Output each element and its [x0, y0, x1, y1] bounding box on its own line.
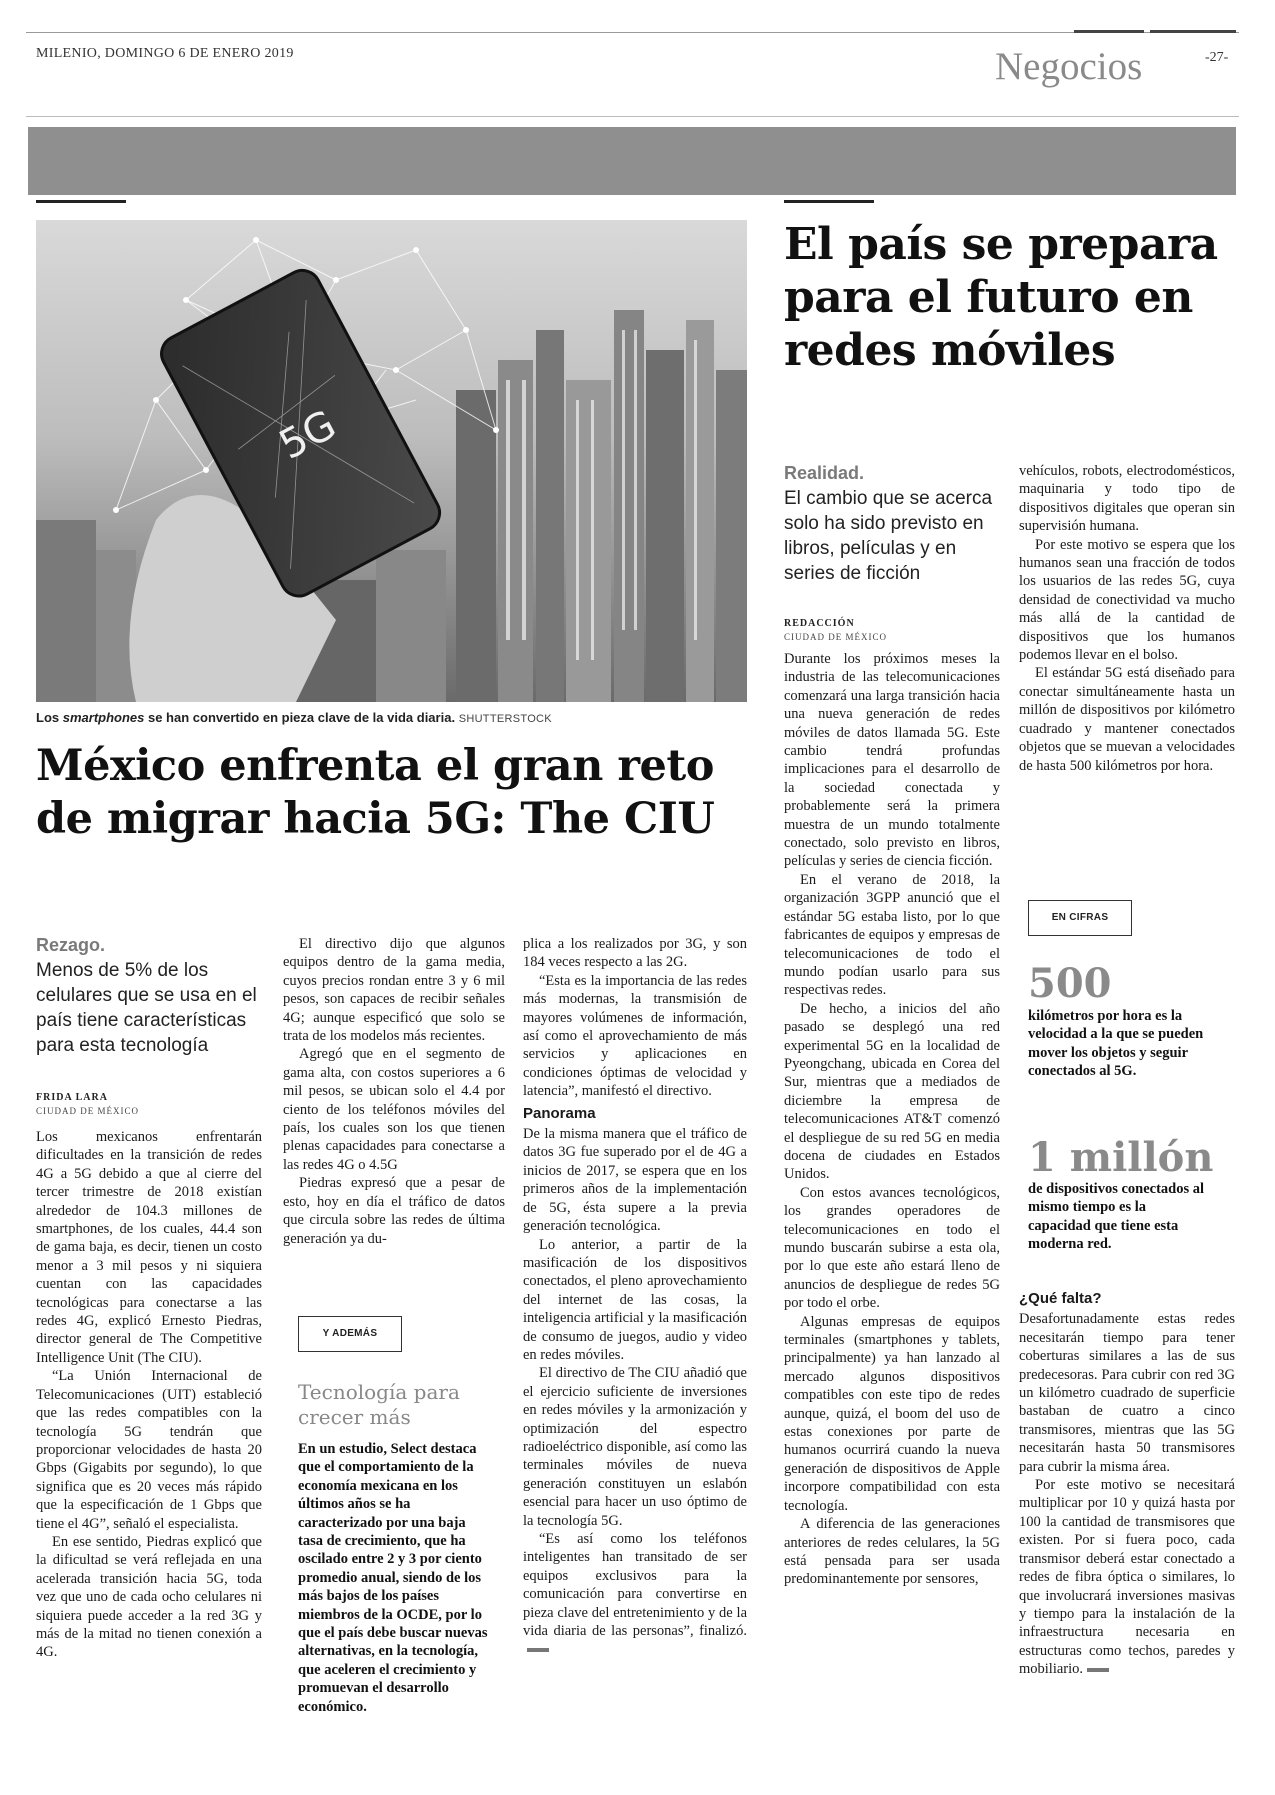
paragraph: El directivo de The CIU añadió que el ejercicio suficiente de inversiones en redes móviles y la armonización y optimización del espectro radioeléctrico disponible, así como las terminales móviles de nueva generación constituyen un eslabón esencial para hacer un uso óptimo de la tecnología 5G. [523, 1365, 747, 1529]
top-rule [26, 32, 1239, 33]
paragraph [523, 1530, 747, 1659]
paragraph [1019, 1476, 1235, 1678]
paragraph: De la misma manera que el tráfico de datos 3G fue superado por el de 4G a inicios de 2017, se espera que en los primeros años de la implementación de 5G, ésta supere a la previa generación tecnológica. [523, 1126, 747, 1235]
main-kicker: Rezago. [36, 935, 106, 955]
right-subhead: ¿Qué falta? [1019, 1290, 1102, 1307]
main-headline: México enfrenta el gran reto de migrar hacia 5G: The CIU [36, 741, 715, 844]
masthead-rule [26, 116, 1239, 117]
main-deck-block [36, 935, 266, 1116]
section-name: Negocios [995, 45, 1143, 88]
right-deck-block [784, 463, 1009, 642]
stat-text-million: de dispositivos conectados al mismo tiempo es la capacidad que tiene esta moderna red. [1028, 1181, 1205, 1253]
caption-text: Los [36, 710, 63, 725]
main-deck: Menos de 5% de los celulares que se usa en el país tiene características para esta tecnología [36, 960, 257, 1056]
right-byline: REDACCIÓN [784, 618, 855, 629]
section-rule [784, 200, 874, 203]
masthead-date: MILENIO, DOMINGO 6 DE ENERO 2019 [36, 46, 294, 61]
sidebar-title: Tecnología para crecer más [298, 1380, 460, 1429]
photo-credit: SHUTTERSTOCK [458, 713, 552, 725]
paragraph: Los mexicanos enfrentarán dificultades en la transición de redes 4G a 5G debido a que al cierre del tercer trimestre de 2018 existían alrededor de 104.3 millones de smartphones, de los cuales, 44.4 son de gama baja, es decir, tienen un costo menor a 3 mil pesos y ni siquiera cuentan con las capacidades tecnológicas para conectarse a las redes 4G, explicó Ernesto Piedras, director general de The Competitive Intelligence Unit (The CIU). [36, 1129, 262, 1366]
paragraph: Durante los próximos meses la industria de las telecomunicaciones comenzará una larga transición hacia una nueva generación de redes móviles de datos llamada 5G. Este cambio tendrá profundas implicaciones para el desarrollo de la sociedad conectada y probablemente será la primera muestra de un mundo totalmente conectado, solo previsto en libros, películas y series de ciencia ficción. [784, 651, 1000, 870]
paragraph: “Esta es la importancia de las redes más modernas, la transmisión de mayores volúmenes de información, así como el aprovechamiento de más servicios y aplicaciones en condiciones óptimas de velocidad y latencia”, manifestó el directivo. [523, 972, 747, 1100]
sidebar-label: Y ADEMÁS [298, 1316, 402, 1352]
top-rule-accent [1074, 30, 1144, 33]
photo-5g-label: 5G [272, 401, 344, 469]
end-mark [1087, 1668, 1109, 1672]
paragraph: “La Unión Internacional de Telecomunicaciones (UIT) estableció que las redes compatibles con la tecnología 5G tendrán que proporcionar velocidades de hasta 20 Gbps (Gigabits por segundo), lo que significa que es 20 veces más rápido que la especificación de 1 Gbps que tiene el 4G”, señaló el especialista. [36, 1368, 262, 1532]
main-byline: FRIDA LARA [36, 1092, 108, 1103]
stat-number-500: 500 [1028, 960, 1112, 1007]
article-photo [36, 220, 747, 702]
right-column-2-bottom [1019, 1290, 1235, 1679]
paragraph: A diferencia de las generaciones anteriores de redes celulares, la 5G está pensada para ser usada predominantemente por sensores, [784, 1516, 1000, 1588]
right-dateline: CIUDAD DE MÉXICO [784, 632, 887, 642]
top-rule-accent [1150, 30, 1236, 33]
paragraph: En el verano de 2018, la organización 3GPP anunció que el estándar 5G estaba listo, por lo que fabricantes de equipos y empresas de telecomunicaciones de todo el mundo podían usarlo para sus respectivas redes. [784, 871, 1000, 999]
main-subhead: Panorama [523, 1104, 596, 1122]
right-kicker: Realidad. [784, 463, 865, 483]
city-smartphone-illustration [36, 220, 747, 702]
paragraph: plica a los realizados por 3G, y son 184 veces respecto a las 2G. [523, 936, 747, 971]
stat-number-million: 1 millón [1028, 1134, 1214, 1181]
paragraph: Por este motivo se espera que los humanos sean una fracción de todos los usuarios de las redes 5G, cuya densidad de conectividad va mucho más allá de la cantidad de dispositivos que los humanos podemos llevar en el bolso. [1019, 536, 1235, 664]
paragraph-text: “Es así como los teléfonos inteligentes han transitado de ser equipos exclusivos para la comunicación para convertirse en pieza clave del entretenimiento y de la vida diaria de las personas”, finalizó. [523, 1531, 747, 1640]
main-column-1 [36, 1128, 262, 1662]
right-deck: El cambio que se acerca solo ha sido previsto en libros, películas y en series de ficción [784, 488, 993, 584]
ad-banner [28, 127, 1236, 195]
right-headline: El país se prepara para el futuro en redes móviles [784, 219, 1218, 376]
paragraph: vehículos, robots, electrodomésticos, maquinaria y todo tipo de dispositivos digitales que operan sin supervisión humana. [1019, 463, 1235, 535]
paragraph: El directivo dijo que algunos equipos dentro de la gama media, cuyos precios rondan entre 3 y 6 mil pesos, son capaces de recibir señales 4G; aunque especificó que solo se trata de los modelos más recientes. [283, 936, 505, 1045]
paragraph: Piedras expresó que a pesar de esto, hoy en día el tráfico de datos que circula sobre las redes de última generación ya du- [283, 1175, 505, 1247]
paragraph: Con estos avances tecnológicos, los grandes operadores de telecomunicaciones en todo el mundo buscarán subirse a esta ola, por lo que este año estará lleno de anuncios de despliegue de redes 5G por todo el orbe. [784, 1184, 1000, 1312]
cifras-label: EN CIFRAS [1028, 900, 1132, 936]
paragraph: Algunas empresas de equipos terminales (smartphones y tablets, principalmente) ya han lanzado al mercado algunos dispositivos compatibles con este tipo de redes aunque, quizá, el boom del uso de estas conexiones por parte de humanos ocurrirá cuando la nueva generación de dispositivos de Apple incorpore compatibilidad con esta tecnología. [784, 1313, 1000, 1514]
page-number: -27- [1205, 50, 1229, 65]
caption-italic: smartphones [62, 710, 145, 725]
paragraph: Lo anterior, a partir de la masificación de los dispositivos conectados, el pleno aprovechamiento del internet de las cosas, la inteligencia artificial y la masificación de consumo de juegos, audio y video en redes móviles. [523, 1236, 747, 1363]
stat-text-500: kilómetros por hora es la velocidad a la que se pueden mover los objetos y seguir conectados al 5G. [1028, 1008, 1204, 1080]
paragraph: De hecho, a inicios del año pasado se desplegó una red experimental 5G en la localidad de Pyeongchang, ubicada en Corea del Sur, mientras que a mediados de diciembre la empresa de telecomunicaciones AT&T comenzó el despliegue de su red 5G en media docena de ciudades en Estados Unidos. [784, 1000, 1000, 1183]
paragraph: El estándar 5G está diseñado para conectar simultáneamente hasta un millón de dispositivos por kilómetro cuadrado y mantener conectados objetos que se muevan a velocidades de hasta 500 kilómetros por hora. [1019, 665, 1235, 774]
photo-caption [36, 710, 747, 725]
caption-text-post: se han convertido en pieza clave de la vida diaria. [144, 710, 456, 725]
section-rule [36, 200, 126, 203]
main-column-2 [283, 935, 505, 1248]
right-column-2 [1019, 462, 1235, 775]
paragraph: En ese sentido, Piedras explicó que la dificultad se verá reflejada en una acelerada transición hacia 5G, toda vez que uno de cada ocho celulares ni siquiera puede acceder a la red 3G y más de la mitad no tienen conexión a 4G. [36, 1533, 262, 1661]
main-column-3 [523, 935, 747, 1659]
paragraph-text: Por este motivo se necesitará multiplicar por 10 y quizá hasta por 100 la cantidad de transmisores que existen. Por si fuera poco, cada transmisor deberá estar conectado a redes de fibra óptica o similares, lo que involucrará inversiones masivas y tiempo para la instalación de la infraestructura necesaria en estructuras como techos, paredes y mobiliario. [1019, 1477, 1235, 1678]
right-column-1 [784, 650, 1000, 1589]
main-dateline: CIUDAD DE MÉXICO [36, 1106, 139, 1116]
paragraph: Desafortunadamente estas redes necesitarán tiempo para tener coberturas similares a las de sus predecesoras. Para cubrir con red 3G un kilómetro cuadrado de superficie bastaban de cuatro a cinco transmisores, mientras que las 5G necesitarán hasta 50 transmisores para cubrir la misma área. [1019, 1311, 1235, 1475]
sidebar-body: En un estudio, Select destaca que el comportamiento de la economía mexicana en los últimos años se ha caracterizado por una baja tasa de crecimiento, que ha oscilado entre 2 y 3 por ciento promedio anual, siendo de los más bajos de los países miembros de la OCDE, por lo que el país debe buscar nuevas alternativas, en la tecnología, que aceleren el crecimiento y promuevan el desarrollo económico. [298, 1441, 488, 1715]
end-mark [527, 1648, 549, 1652]
paragraph: Agregó que en el segmento de gama alta, con costos superiores a 6 mil pesos, se ubican solo el 4.4 por ciento de los teléfonos móviles del país, los cuales son los que tienen plenas capacidades para conectarse a las redes 4G o 4.5G [283, 1046, 505, 1173]
